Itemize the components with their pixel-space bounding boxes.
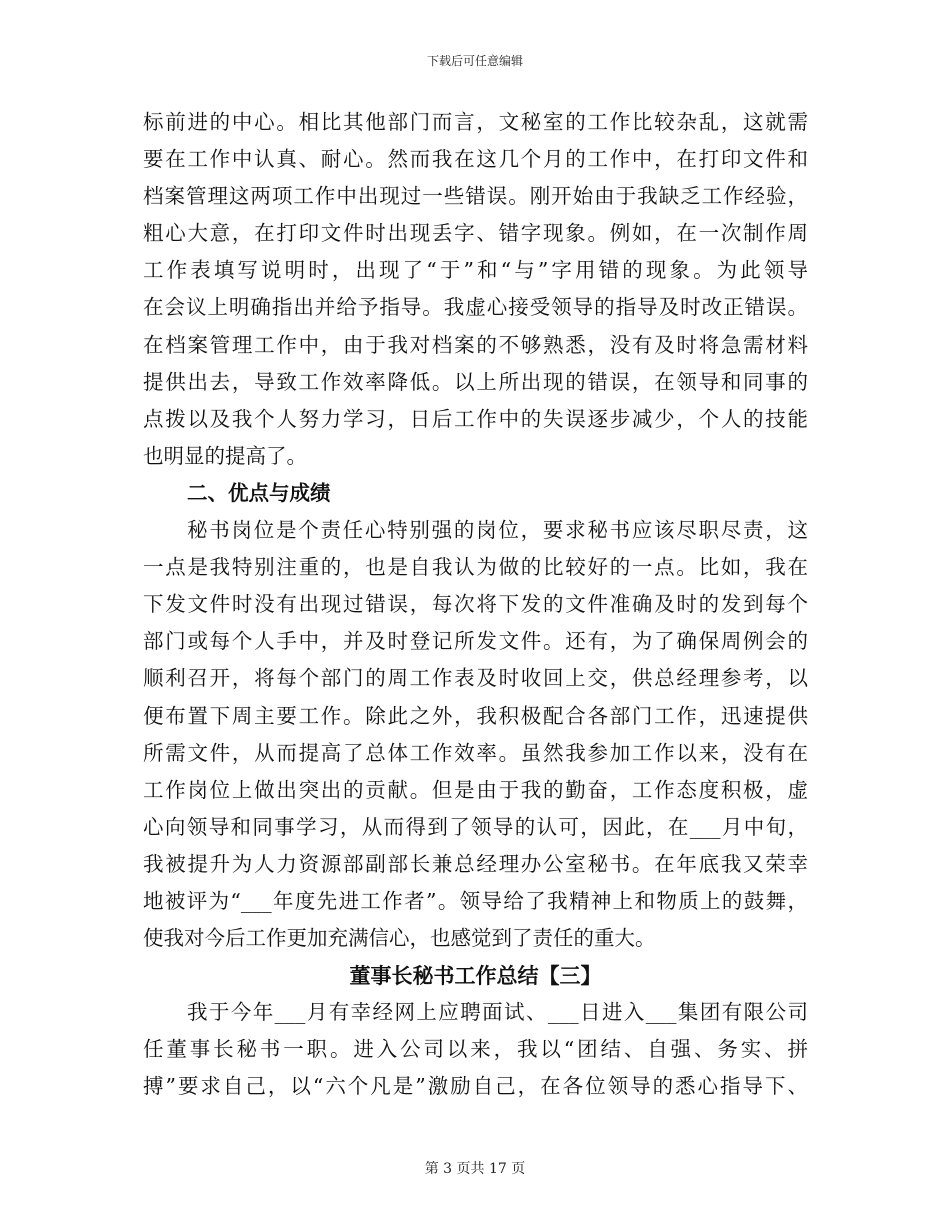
paragraph-line: 地被评为“___年度先进工作者”。领导给了我精神上和物质上的鼓舞， (143, 888, 808, 913)
paragraph-line: 工作岗位上做出突出的贡献。但是由于我的勤奋，工作态度积极，虚 (143, 777, 808, 802)
section-title: 董事长秘书工作总结【三】 (349, 963, 602, 989)
paragraph-line: 部门或每个人手中，并及时登记所发文件。还有，为了确保周例会的 (143, 629, 808, 654)
page-header: 下载后可任意编辑 (426, 54, 523, 68)
paragraph-line: 在档案管理工作中，由于我对档案的不够熟悉，没有及时将急需材料 (143, 332, 808, 357)
paragraph-line: 使我对今后工作更加充满信心，也感觉到了责任的重大。 (143, 926, 656, 951)
paragraph-line: 点拨以及我个人努力学习，日后工作中的失误逐步减少，个人的技能 (143, 406, 808, 431)
paragraph-line: 在会议上明确指出并给予指导。我虚心接受领导的指导及时改正错误。 (143, 295, 808, 320)
document-body (143, 104, 808, 1106)
paragraph-line: 一点是我特别注重的，也是自我认为做的比较好的一点。比如，我在 (143, 555, 808, 580)
paragraph-line: 顺利召开，将每个部门的周工作表及时收回上交，供总经理参考，以 (143, 666, 808, 691)
page-footer: 第 3 页共 17 页 (424, 1161, 526, 1177)
paragraph-line: 标前进的中心。相比其他部门而言，文秘室的工作比较杂乱，这就需 (143, 110, 808, 134)
paragraph-line: 秘书岗位是个责任心特别强的岗位，要求秘书应该尽职尽责，这 (187, 518, 808, 543)
paragraph-line: 粗心大意，在打印文件时出现丢字、错字现象。例如，在一次制作周 (143, 221, 808, 246)
paragraph-line: 便布置下周主要工作。除此之外，我积极配合各部门工作，迅速提供 (143, 703, 808, 728)
paragraph-line: 也明显的提高了。 (143, 443, 307, 468)
paragraph-line: 工作表填写说明时，出现了“于”和“与”字用错的现象。为此领导 (143, 258, 808, 283)
paragraph-line: 我于今年___月有幸经网上应聘面试、___日进入___集团有限公司 (187, 1000, 808, 1025)
paragraph-line: 所需文件，从而提高了总体工作效率。虽然我参加工作以来，没有在 (143, 740, 808, 765)
paragraph-line: 下发文件时没有出现过错误，每次将下发的文件准确及时的发到每个 (143, 592, 808, 617)
paragraph-line: 我被提升为人力资源部副部长兼总经理办公室秘书。在年底我又荣幸 (143, 851, 808, 876)
paragraph-line: 心向领导和同事学习，从而得到了领导的认可，因此，在___月中旬， (143, 814, 808, 839)
paragraph-line: 要在工作中认真、耐心。然而我在这几个月的工作中，在打印文件和 (143, 147, 808, 172)
paragraph-line: 搏”要求自己，以“六个凡是”激励自己，在各位领导的悉心指导下、 (143, 1074, 808, 1099)
paragraph-line: 档案管理这两项工作中出现过一些错误。刚开始由于我缺乏工作经验， (143, 184, 808, 209)
paragraph-line: 任董事长秘书一职。进入公司以来，我以“团结、自强、务实、拼 (143, 1037, 808, 1062)
paragraph-line: 提供出去，导致工作效率降低。以上所出现的错误，在领导和同事的 (143, 369, 808, 394)
section-heading: 二、优点与成绩 (187, 480, 331, 505)
